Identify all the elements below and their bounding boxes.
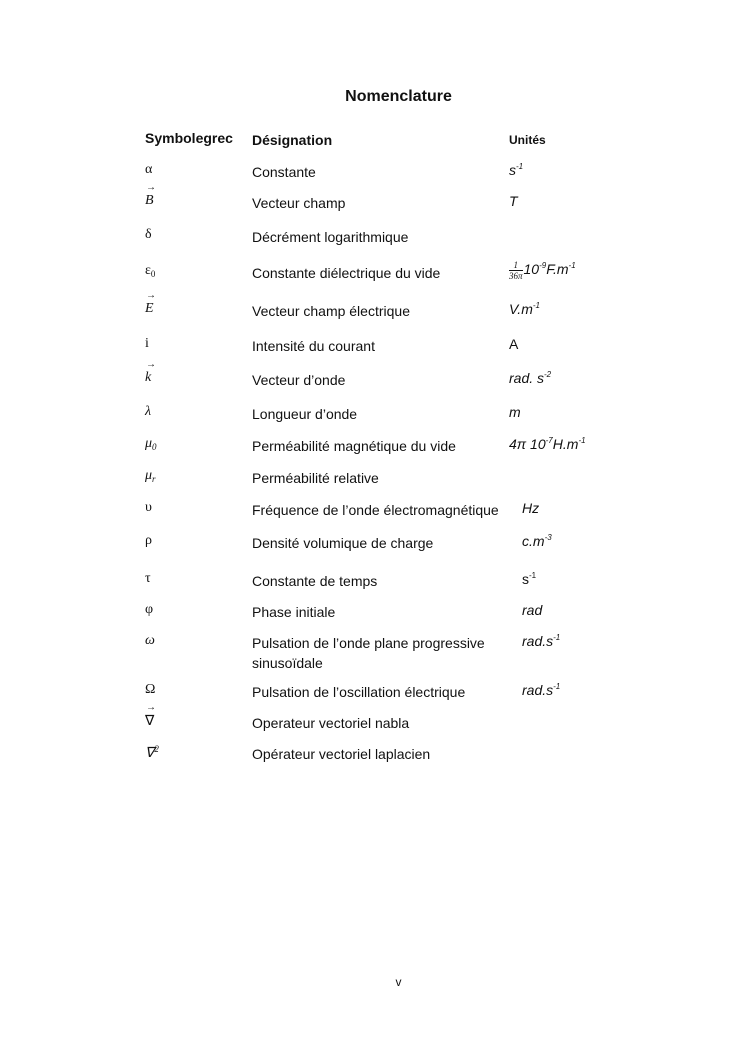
symbol: μ bbox=[145, 436, 153, 451]
header-symbol: Symbolegrec bbox=[145, 130, 233, 146]
designation-cell: Constante bbox=[252, 164, 316, 180]
units-cell bbox=[522, 633, 560, 649]
unit-exponent: -1 bbox=[532, 301, 540, 310]
symbol: i bbox=[145, 336, 149, 351]
symbol-cell bbox=[145, 500, 152, 516]
designation-cell: Operateur vectoriel nabla bbox=[252, 715, 410, 731]
symbol-cell bbox=[145, 263, 155, 279]
unit-text: rad.s bbox=[522, 633, 554, 649]
header-units: Unités bbox=[509, 133, 546, 147]
unit-text: A bbox=[509, 336, 519, 352]
designation-cell: Vecteur champ bbox=[252, 195, 346, 211]
symbol: α bbox=[145, 162, 153, 177]
unit-text: T bbox=[509, 193, 518, 209]
symbol-subscript: 0 bbox=[150, 269, 156, 279]
table-row bbox=[0, 633, 745, 671]
symbol: ρ bbox=[145, 533, 152, 548]
symbol-cell bbox=[145, 571, 151, 587]
designation-cell: Pulsation de l’onde plane progressive sinusoïdale bbox=[252, 635, 485, 671]
symbol: → k bbox=[145, 370, 151, 386]
designation-cell: Opérateur vectoriel laplacien bbox=[252, 746, 431, 762]
unit-exponent: -1 bbox=[529, 571, 537, 580]
unit-text: s bbox=[522, 571, 529, 587]
symbol: υ bbox=[145, 500, 152, 515]
symbol-cell bbox=[145, 436, 157, 452]
table-row bbox=[0, 227, 745, 247]
symbol-cell bbox=[145, 744, 159, 762]
symbol-cell bbox=[145, 633, 155, 649]
designation-cell: Intensité du courant bbox=[252, 338, 375, 354]
symbol-cell bbox=[145, 370, 151, 386]
unit-exponent: -1 bbox=[568, 261, 576, 271]
symbol: λ bbox=[145, 404, 152, 419]
symbol-cell bbox=[145, 533, 152, 549]
fraction-numerator: 1 bbox=[509, 260, 523, 271]
units-cell bbox=[509, 301, 540, 317]
symbol-cell bbox=[145, 404, 151, 420]
symbol-cell bbox=[145, 162, 152, 178]
unit-text: V.m bbox=[509, 301, 533, 317]
symbol: → E bbox=[145, 301, 154, 317]
units-cell bbox=[522, 682, 560, 698]
header-designation: Désignation bbox=[252, 132, 333, 148]
units-cell bbox=[522, 571, 536, 587]
symbol-cell bbox=[145, 193, 154, 209]
symbol: τ bbox=[145, 571, 151, 586]
symbol: → ∇ bbox=[145, 713, 154, 730]
designation-cell: Vecteur champ électrique bbox=[252, 303, 410, 319]
designation-cell: Longueur d’onde bbox=[252, 406, 358, 422]
symbol: ω bbox=[145, 633, 155, 648]
units-cell bbox=[509, 193, 518, 209]
units-cell bbox=[509, 370, 551, 386]
table-row bbox=[0, 571, 745, 591]
units-cell bbox=[509, 336, 518, 352]
designation-cell: Pulsation de l’oscillation électrique bbox=[252, 684, 466, 700]
designation-cell: Fréquence de l’onde électromagnétique bbox=[252, 502, 499, 518]
unit-text: H.m bbox=[552, 436, 579, 452]
page-number: v bbox=[395, 975, 402, 989]
unit-exponent: -3 bbox=[544, 533, 552, 542]
fraction-denominator: 36π bbox=[509, 271, 523, 281]
table-row bbox=[0, 744, 745, 764]
page-title: Nomenclature bbox=[345, 88, 452, 105]
symbol: μ bbox=[145, 468, 153, 483]
unit-text: Hz bbox=[522, 500, 540, 516]
table-row bbox=[0, 336, 745, 356]
units-cell bbox=[522, 500, 539, 516]
unit-exponent: -2 bbox=[544, 370, 552, 379]
symbol: → B bbox=[145, 193, 154, 209]
designation-cell: Perméabilité relative bbox=[252, 470, 379, 486]
table-row bbox=[0, 713, 745, 733]
unit-exponent: -1 bbox=[578, 436, 586, 445]
table-row bbox=[0, 404, 745, 424]
units-cell bbox=[522, 602, 542, 618]
unit-exponent: -1 bbox=[553, 633, 561, 642]
unit-text: 4π 10 bbox=[509, 436, 546, 452]
symbol-subscript: 0 bbox=[152, 442, 157, 452]
designation-cell: Densité volumique de charge bbox=[252, 535, 434, 551]
symbol: δ bbox=[145, 227, 152, 242]
table-row bbox=[0, 500, 745, 520]
designation-cell: Constante diélectrique du vide bbox=[252, 265, 441, 281]
table-row bbox=[0, 162, 745, 182]
symbol-cell bbox=[145, 301, 154, 317]
table-row bbox=[0, 370, 745, 390]
symbol-cell bbox=[145, 227, 152, 243]
unit-exponent: -7 bbox=[545, 436, 553, 445]
designation-cell: Phase initiale bbox=[252, 604, 336, 620]
table-row bbox=[0, 682, 745, 702]
unit-text: c.m bbox=[522, 533, 545, 549]
table-row bbox=[0, 260, 745, 283]
designation-cell: Perméabilité magnétique du vide bbox=[252, 438, 456, 454]
symbol-cell bbox=[145, 713, 154, 730]
unit-text: rad. s bbox=[509, 370, 545, 386]
table-header bbox=[0, 130, 745, 150]
table-row bbox=[0, 193, 745, 213]
unit-text: m bbox=[509, 404, 521, 420]
units-cell bbox=[509, 404, 521, 420]
units-cell bbox=[509, 436, 586, 452]
symbol: ε bbox=[145, 263, 151, 278]
units-cell bbox=[509, 162, 523, 178]
unit-text: s bbox=[509, 162, 516, 178]
designation-cell: Décrément logarithmique bbox=[252, 229, 409, 245]
designation-cell: Vecteur d’onde bbox=[252, 372, 346, 388]
unit-exponent: -1 bbox=[516, 162, 524, 171]
table-row bbox=[0, 602, 745, 622]
symbol-superscript: 2 bbox=[154, 744, 159, 754]
unit-text: rad bbox=[522, 602, 543, 618]
table-row bbox=[0, 436, 745, 456]
table-row bbox=[0, 533, 745, 553]
symbol: Ω bbox=[145, 682, 156, 697]
unit-exponent: -1 bbox=[553, 682, 561, 691]
table-row bbox=[0, 301, 745, 321]
designation-cell: Constante de temps bbox=[252, 573, 378, 589]
table-row bbox=[0, 468, 745, 488]
units-cell bbox=[509, 260, 576, 281]
symbol-cell bbox=[145, 336, 149, 352]
symbol-cell bbox=[145, 602, 153, 618]
symbol-cell bbox=[145, 682, 155, 698]
symbol-subscript: r bbox=[152, 474, 156, 484]
unit-text: rad.s bbox=[522, 682, 554, 698]
symbol-cell bbox=[145, 468, 156, 484]
symbol: φ bbox=[145, 602, 154, 617]
units-cell bbox=[522, 533, 552, 549]
unit-exponent: -9 bbox=[539, 261, 547, 271]
symbol: ∇ bbox=[145, 746, 155, 761]
unit-text: F.m bbox=[546, 261, 569, 278]
unit-text: 10 bbox=[523, 261, 540, 278]
fraction bbox=[509, 260, 523, 281]
